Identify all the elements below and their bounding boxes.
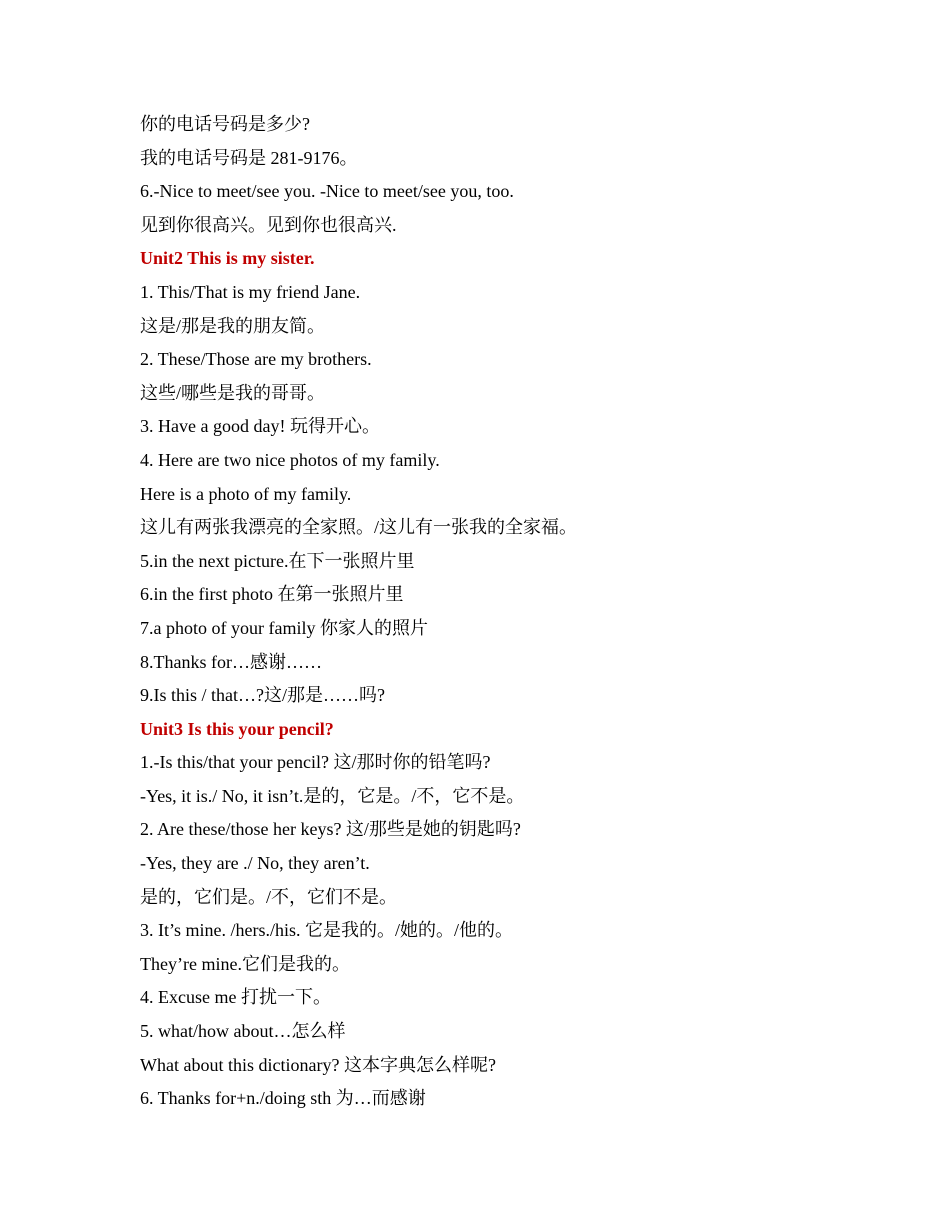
text-line: 2. Are these/those her keys? 这/那些是她的钥匙吗? [140, 819, 521, 840]
text-line: 我的电话号码是 281-9176。 [140, 147, 358, 168]
text-line: 见到你很高兴。见到你也很高兴. [140, 214, 397, 235]
text-line: 这儿有两张我漂亮的全家照。/这儿有一张我的全家福。 [140, 517, 577, 538]
text-line: 你的电话号码是多少? [140, 114, 310, 134]
text-line: -Yes, they are ./ No, they aren’t. [140, 853, 370, 874]
text-line: 1. This/That is my friend Jane. [140, 281, 361, 302]
text-line: -Yes, it is./ No, it isn’t.是的，它是。/不，它不是。 [140, 785, 525, 806]
text-line: What about this dictionary? 这本字典怎么样呢? [140, 1054, 496, 1075]
text-line: 6. Thanks for+n./doing sth 为…而感谢 [140, 1088, 426, 1109]
text-line: 9.Is this / that…?这/那是……吗? [140, 685, 385, 706]
unit-heading: Unit2 This is my sister. [140, 248, 315, 269]
text-line: 3. It’s mine. /hers./his. 它是我的。/她的。/他的。 [140, 920, 513, 941]
text-line: 4. Here are two nice photos of my family. [140, 449, 440, 470]
text-line: Here is a photo of my family. [140, 483, 352, 504]
text-line: 4. Excuse me 打扰一下。 [140, 987, 331, 1008]
document-body [140, 108, 840, 1116]
text-line: 这是/那是我的朋友简。 [140, 315, 325, 336]
text-line: They’re mine.它们是我的。 [140, 953, 350, 974]
text-line: 5.in the next picture.在下一张照片里 [140, 550, 415, 571]
text-line: 6.in the first photo 在第一张照片里 [140, 584, 404, 605]
text-line: 这些/哪些是我的哥哥。 [140, 382, 325, 403]
text-line: 5. what/how about…怎么样 [140, 1021, 346, 1042]
text-line: 2. These/Those are my brothers. [140, 349, 372, 370]
unit-heading: Unit3 Is this your pencil? [140, 718, 334, 739]
text-line: 6.-Nice to meet/see you. -Nice to meet/see you, too. [140, 181, 514, 202]
text-line: 是的，它们是。/不，它们不是。 [140, 886, 397, 907]
text-line: 7.a photo of your family 你家人的照片 [140, 617, 428, 638]
text-line: 1.-Is this/that your pencil? 这/那时你的铅笔吗? [140, 752, 491, 773]
text-line: 3. Have a good day! 玩得开心。 [140, 416, 380, 437]
text-line: 8.Thanks for…感谢…… [140, 651, 322, 672]
